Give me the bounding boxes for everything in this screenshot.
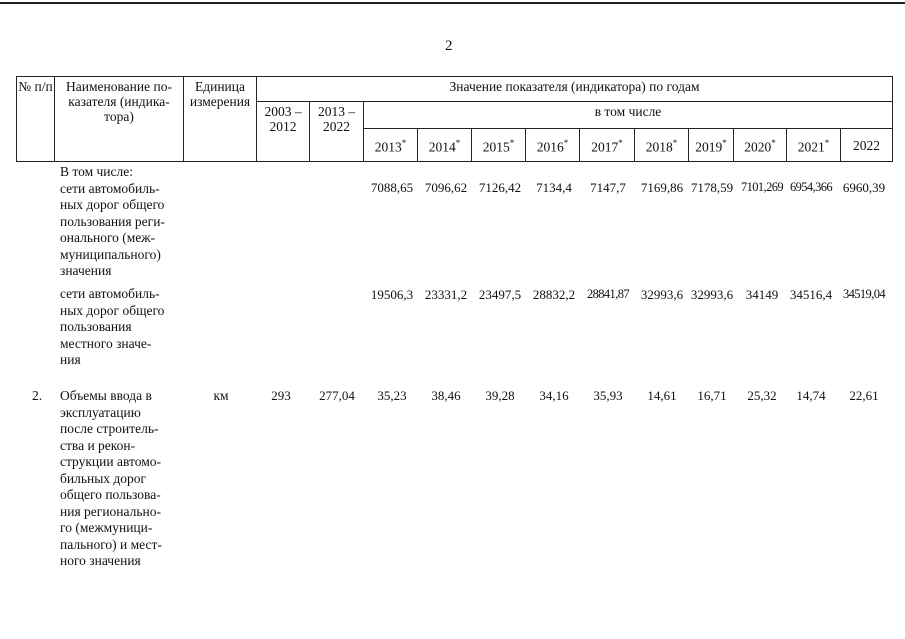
header-num-col: № п/п: [17, 77, 55, 162]
year-value: 7134,4: [536, 180, 572, 195]
year-footnote-mark: *: [563, 137, 569, 148]
indicator-name-line: эксплуатацию: [60, 404, 141, 420]
indicator-name-line: ния: [60, 352, 81, 367]
header-year-2016: [526, 129, 580, 162]
indicator-name-line: бильных дорог: [60, 470, 147, 486]
header-including: в том числе: [364, 102, 893, 129]
indicator-name-line: ных дорог общего: [60, 197, 165, 212]
year-value: 35,93: [593, 388, 623, 403]
indicator-name-line: струкции автомо-: [60, 454, 162, 469]
year-value: 7147,7: [590, 180, 626, 195]
year-label: 2018: [645, 139, 673, 155]
indicator-name-line: сети автомобиль-: [60, 286, 160, 301]
year-value: 6954,366: [789, 180, 833, 194]
year-value: 7101,269: [740, 180, 784, 194]
indicator-name-line: общего пользова-: [60, 487, 161, 502]
year-label: 2017: [591, 139, 619, 155]
period-value: 277,04: [319, 388, 355, 403]
indicator-name: [60, 388, 184, 570]
row-number: 2.: [32, 388, 43, 403]
year-footnote-mark: *: [618, 137, 623, 148]
year-value: 22,61: [849, 388, 879, 403]
indicator-name: [60, 164, 184, 280]
year-value: 34519,04: [842, 287, 886, 301]
year-value: 6960,39: [842, 180, 886, 195]
year-value: 32993,6: [640, 287, 684, 302]
indicator-name-line: пользования: [60, 319, 132, 334]
year-value: 38,46: [431, 388, 461, 403]
year-footnote-mark: *: [824, 137, 830, 148]
year-value: 35,23: [377, 388, 407, 403]
header-name-col: Наименование по-казателя (индика-тора): [55, 77, 184, 162]
year-value: 25,32: [747, 388, 777, 403]
year-label: 2014: [428, 139, 456, 155]
indicator-name: [60, 286, 184, 369]
indicator-name-line: значения: [60, 263, 112, 278]
year-label: 2020: [744, 139, 772, 155]
header-year-2014: [418, 129, 472, 162]
header-year-2018: [635, 129, 689, 162]
indicator-name-line: пального) и мест-: [60, 536, 162, 552]
header-period-1: 2013 – 2022: [310, 102, 364, 162]
year-value: 34516,4: [789, 287, 833, 302]
header-period-0: 2003 – 2012: [257, 102, 310, 162]
indicator-name-line: онального (меж-: [60, 230, 156, 245]
year-value: 14,61: [647, 388, 677, 403]
year-value: 28832,2: [532, 287, 576, 302]
indicator-name-line: ного значения: [60, 553, 141, 568]
header-year-2017: [580, 129, 635, 162]
year-value: 7096,62: [424, 180, 468, 195]
indicator-name-line: го (межмуници-: [60, 520, 153, 535]
top-rule: [0, 2, 905, 4]
header-unit-col: Единица измерения: [184, 77, 257, 162]
year-footnote-mark: *: [401, 137, 407, 148]
year-footnote-mark: *: [509, 137, 515, 148]
page-number: 2: [445, 38, 453, 54]
year-value: 7169,86: [640, 180, 684, 195]
year-label: 2021: [797, 139, 825, 155]
header-values-col: Значение показателя (индикатора) по годам: [257, 77, 893, 102]
year-value: 7126,42: [478, 180, 522, 195]
indicator-name-line: местного значе-: [60, 335, 152, 351]
year-label: 2015: [482, 139, 510, 155]
indicator-name-line: сети автомобиль-: [60, 180, 160, 196]
indicator-name-line: В том числе:: [60, 164, 133, 179]
year-value: 39,28: [485, 388, 515, 403]
header-year-2020: [734, 129, 787, 162]
year-value: 28841,87: [586, 287, 630, 301]
indicator-name-line: муниципального): [60, 246, 161, 262]
header-year-2015: [472, 129, 526, 162]
indicator-table-header: [16, 76, 893, 162]
year-value: 23497,5: [478, 287, 522, 302]
year-footnote-mark: *: [722, 137, 727, 148]
year-value: 34,16: [539, 388, 569, 403]
year-value: 32993,6: [690, 287, 734, 302]
year-footnote-mark: *: [672, 137, 678, 148]
header-year-2021: [787, 129, 841, 162]
period-value: 293: [271, 388, 291, 403]
year-value: 16,71: [697, 388, 727, 403]
indicator-name-line: Объемы ввода в: [60, 388, 152, 403]
year-value: 34149: [745, 287, 779, 302]
year-label: 2013: [374, 139, 402, 155]
year-label: 2019: [695, 139, 723, 155]
indicator-name-line: ных дорог общего: [60, 302, 165, 318]
indicator-name-line: после строитель-: [60, 421, 159, 436]
year-label: 2022: [853, 137, 880, 153]
indicator-name-line: ния регионально-: [60, 503, 161, 519]
indicator-name-line: ства и рекон-: [60, 437, 136, 453]
header-year-2022: [841, 129, 893, 162]
indicator-name-line: пользования реги-: [60, 213, 165, 229]
header-year-2013: [364, 129, 418, 162]
year-footnote-mark: *: [771, 137, 776, 148]
year-value: 7088,65: [370, 180, 414, 195]
header-year-2019: [689, 129, 734, 162]
unit-value: км: [213, 388, 229, 403]
year-value: 7178,59: [690, 180, 734, 195]
year-footnote-mark: *: [455, 137, 461, 148]
year-value: 19506,3: [370, 287, 414, 302]
year-label: 2016: [536, 139, 564, 155]
year-value: 23331,2: [424, 287, 468, 302]
year-value: 14,74: [796, 388, 826, 403]
